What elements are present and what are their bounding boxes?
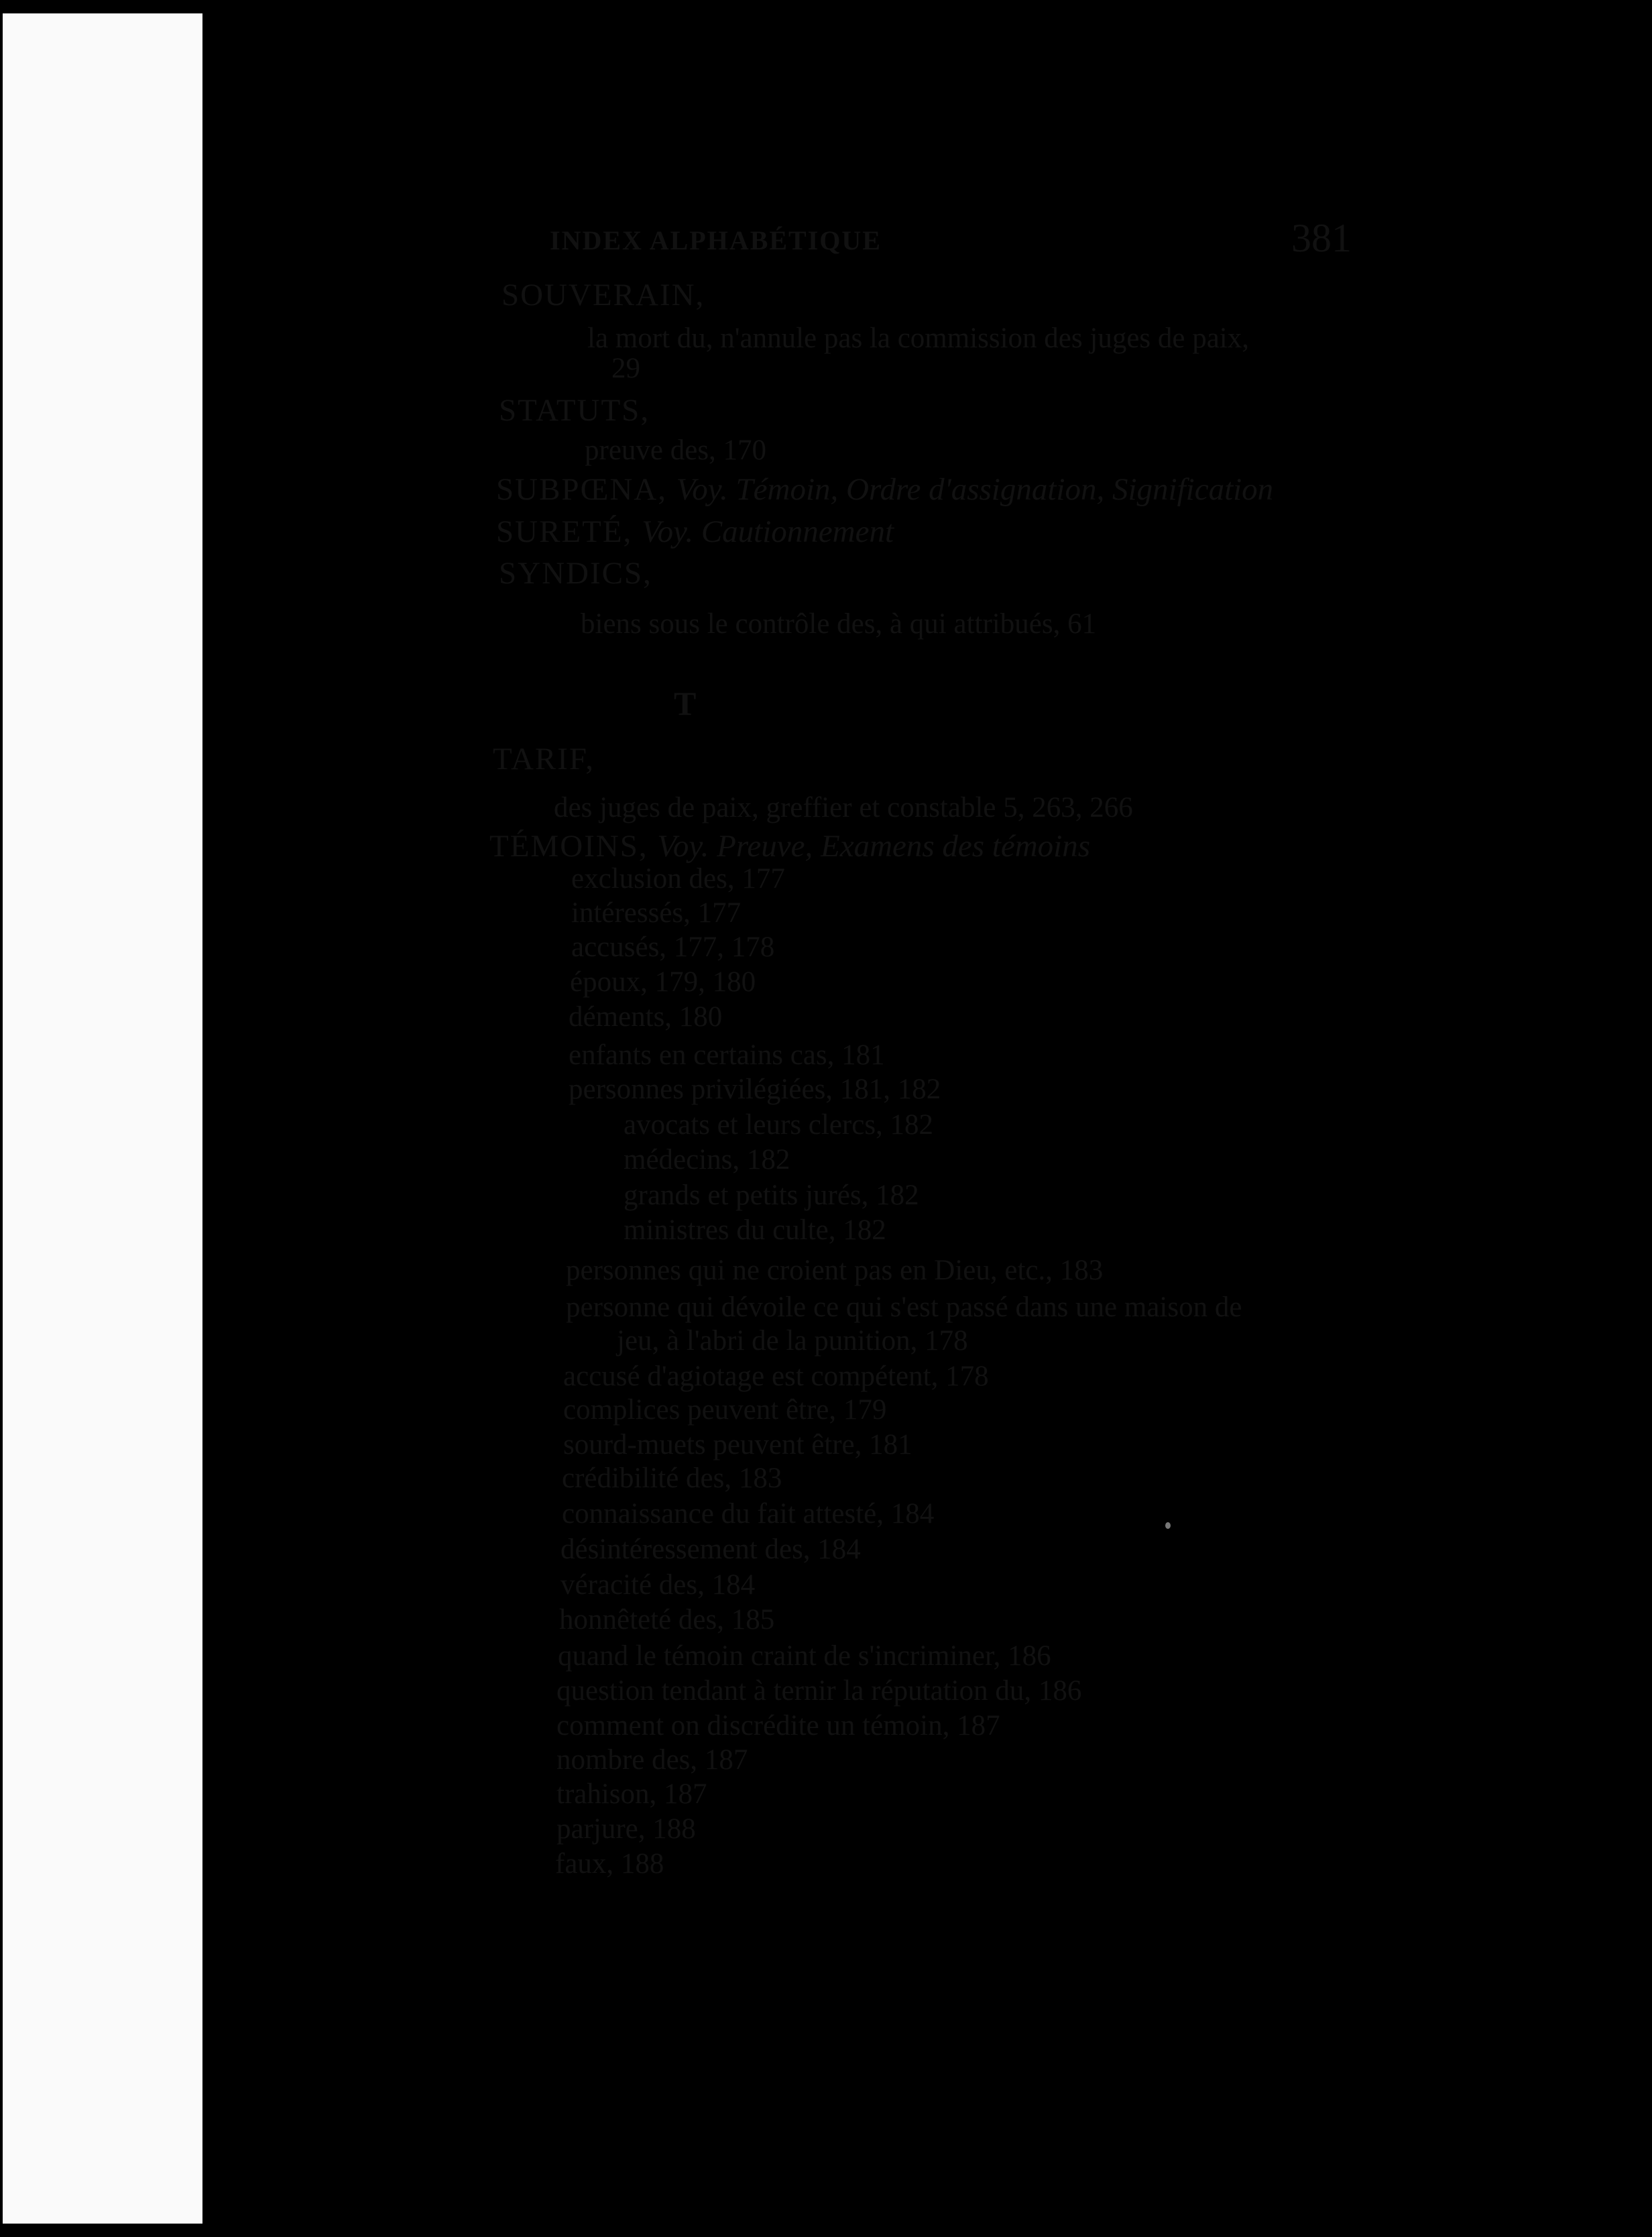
subentry: intéressés, 177 bbox=[571, 897, 742, 929]
subentry: question tendant à ternir la réputation du, 186 bbox=[556, 1675, 1082, 1707]
subentry: nombre des, 187 bbox=[556, 1744, 748, 1776]
entry-head: TÉMOINS, bbox=[489, 829, 648, 864]
index-entry-surete bbox=[496, 514, 1652, 550]
subentry: ministres du culte, 182 bbox=[624, 1214, 886, 1246]
section-letter: T bbox=[674, 685, 697, 722]
entry-head: SURETÉ, bbox=[496, 514, 633, 549]
running-header bbox=[550, 205, 1352, 272]
subentry: biens sous le contrôle des, à qui attribués, 61 bbox=[581, 608, 1097, 640]
subentry: grands et petits jurés, 182 bbox=[624, 1180, 919, 1211]
subentry: complices peuvent être, 179 bbox=[563, 1394, 887, 1426]
subentry: exclusion des, 177 bbox=[571, 863, 785, 895]
subentry: sourd-muets peuvent être, 181 bbox=[563, 1429, 912, 1460]
subentry: honnêteté des, 185 bbox=[559, 1604, 775, 1636]
entry-head: SYNDICS, bbox=[499, 556, 652, 591]
subentry: médecins, 182 bbox=[624, 1144, 790, 1175]
entry-head: SUBPŒNA, bbox=[496, 472, 667, 507]
entry-head: SOUVERAIN, bbox=[501, 278, 705, 312]
entry-cross-reference: Voy. Cautionnement bbox=[642, 514, 894, 549]
subentry: avocats et leurs clercs, 182 bbox=[624, 1109, 934, 1141]
subentry: personnes qui ne croient pas en Dieu, etc., 183 bbox=[566, 1255, 1104, 1286]
subentry: faux, 188 bbox=[555, 1848, 664, 1880]
subentry: accusés, 177, 178 bbox=[571, 931, 775, 963]
subentry: enfants en certains cas, 181 bbox=[569, 1039, 885, 1071]
index-entry-syndics bbox=[499, 555, 1652, 591]
facing-page-margin bbox=[3, 13, 202, 2224]
entry-cross-reference: Voy. Preuve, Examens des témoins bbox=[657, 829, 1091, 864]
subentry: des juges de paix, greffier et constable 5, 263, 266 bbox=[554, 792, 1133, 823]
index-entry-tarif bbox=[493, 741, 1652, 777]
subentry: jeu, à l'abri de la punition, 178 bbox=[617, 1325, 968, 1357]
entry-cross-reference: Voy. Témoin, Ordre d'assignation, Signification bbox=[676, 472, 1274, 507]
subentry: comment on discrédite un témoin, 187 bbox=[556, 1710, 1000, 1741]
subentry: personnes privilégiées, 181, 182 bbox=[569, 1074, 941, 1105]
entry-head: TARIF, bbox=[493, 742, 595, 777]
subentry: époux, 179, 180 bbox=[570, 966, 756, 998]
index-entry-statuts bbox=[499, 392, 1652, 428]
subentry: preuve des, 170 bbox=[585, 435, 767, 466]
subentry: crédibilité des, 183 bbox=[562, 1462, 782, 1494]
paper-speck bbox=[1165, 1522, 1171, 1529]
subentry: véracité des, 184 bbox=[560, 1569, 756, 1601]
subentry: personne qui dévoile ce qui s'est passé dans une maison de bbox=[566, 1292, 1242, 1323]
subentry: accusé d'agiotage est compétent, 178 bbox=[563, 1361, 989, 1392]
left-page-edge bbox=[0, 0, 220, 2237]
subentry: déments, 180 bbox=[569, 1001, 723, 1033]
subentry: quand le témoin craint de s'incriminer, 186 bbox=[558, 1640, 1051, 1672]
subentry: désintéressement des, 184 bbox=[560, 1534, 861, 1565]
subentry: parjure, 188 bbox=[556, 1813, 696, 1845]
index-entry-souverain bbox=[501, 277, 1652, 313]
index-entry-subpoena bbox=[496, 471, 1652, 508]
page-number: 381 bbox=[1291, 216, 1352, 260]
subentry: la mort du, n'annule pas la commission des juges de paix, bbox=[587, 323, 1250, 354]
entry-head: STATUTS, bbox=[499, 393, 650, 428]
index-entry-temoins bbox=[489, 828, 1652, 864]
subentry: 29 bbox=[611, 353, 640, 384]
subentry: trahison, 187 bbox=[556, 1778, 707, 1810]
header-title: INDEX ALPHABÉTIQUE bbox=[550, 225, 882, 255]
subentry: connaissance du fait attesté, 184 bbox=[562, 1498, 935, 1530]
